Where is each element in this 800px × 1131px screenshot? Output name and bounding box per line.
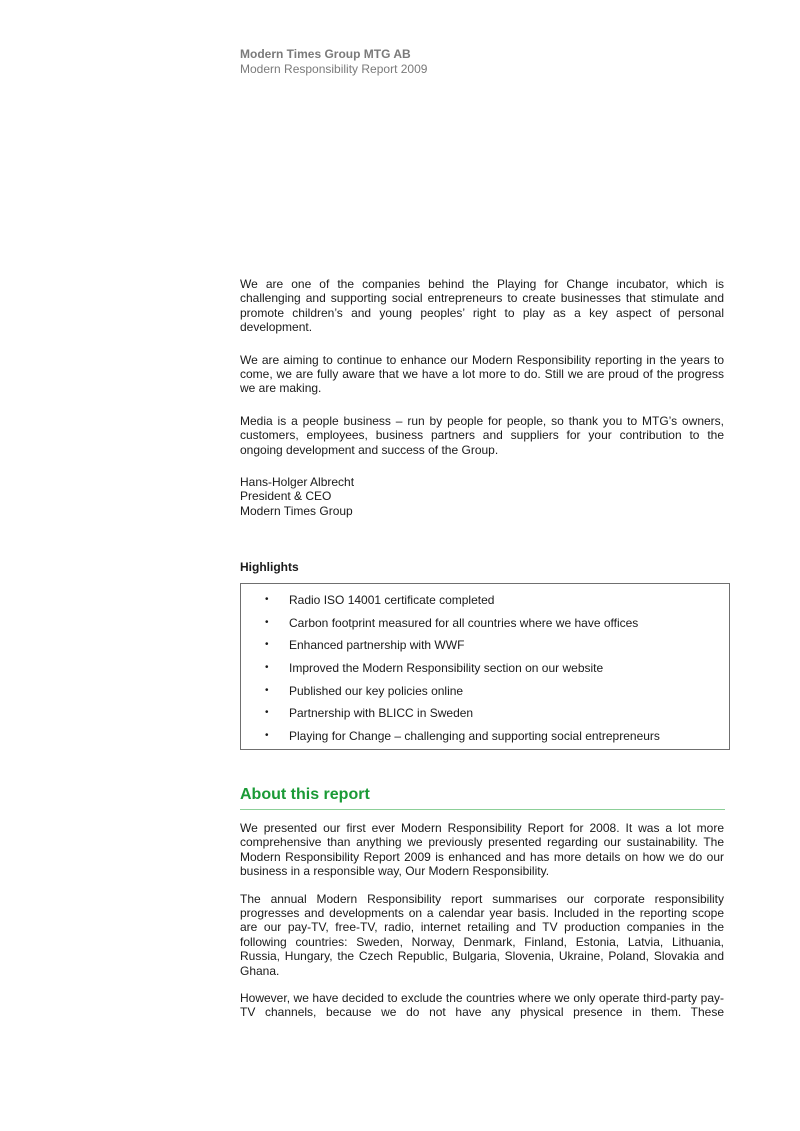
bullet-icon: • bbox=[265, 594, 269, 605]
highlights-box bbox=[240, 583, 730, 750]
letter-paragraph: We are aiming to continue to enhance our Modern Responsibility reporting in the years to come, we are fully aware that we have a lot more to do. Still we are proud of the progress we are making. bbox=[240, 352, 724, 396]
highlight-text: Carbon footprint measured for all countries where we have offices bbox=[289, 615, 639, 630]
letter-paragraph: Media is a people business – run by people for people, so thank you to MTG’s owners, customers, employees, business partners and suppliers for your contribution to the ongoing development and success of the Group. bbox=[240, 413, 724, 457]
highlight-text: Published our key policies online bbox=[289, 683, 464, 698]
highlight-item bbox=[241, 615, 729, 638]
bullet-icon: • bbox=[265, 684, 269, 696]
about-section bbox=[240, 821, 724, 1033]
highlight-text: Enhanced partnership with WWF bbox=[289, 638, 465, 653]
highlight-item bbox=[241, 683, 729, 706]
highlights-list bbox=[241, 592, 729, 751]
highlight-text: Improved the Modern Responsibility section on our website bbox=[289, 661, 604, 676]
highlight-text: Radio ISO 14001 certificate completed bbox=[289, 593, 495, 607]
signatory-name: Hans-Holger Albrecht bbox=[240, 475, 355, 490]
highlight-text: Partnership with BLICC in Sweden bbox=[289, 706, 474, 721]
highlight-item bbox=[241, 660, 729, 683]
page-header bbox=[240, 47, 427, 77]
signatory-organization: Modern Times Group bbox=[240, 503, 353, 518]
highlight-text: Playing for Change – challenging and supporting social entrepreneurs bbox=[289, 729, 660, 744]
about-heading: About this report bbox=[240, 786, 370, 803]
letter-paragraph: We are one of the companies behind the Playing for Change incubator, which is challenging and supporting social entrepreneurs to create businesses that stimulate and promote children’s and young peoples’ right to play as a key aspect of personal development. bbox=[240, 277, 724, 335]
signatory-title: President & CEO bbox=[240, 489, 332, 504]
highlight-item bbox=[241, 637, 729, 660]
about-paragraph: The annual Modern Responsibility report summarises our corporate responsibility progresses and developments on a calendar year basis. Included in the reporting scope are our pay-TV, free-TV, radio, internet retailing and TV production companies in the following countries: Sweden, Norway, Denmark, Finland, Estonia, Latvia, Lithuania, Russia, Hungary, the Czech Republic, Bulgaria, Slovenia, Ukraine, Poland, Slovakia and Ghana. bbox=[240, 891, 724, 978]
bullet-icon: • bbox=[265, 707, 269, 719]
highlight-item bbox=[241, 592, 729, 615]
highlight-item bbox=[241, 728, 729, 751]
signature-block bbox=[240, 475, 724, 518]
bullet-icon: • bbox=[265, 639, 269, 651]
bullet-icon: • bbox=[265, 662, 269, 674]
company-name: Modern Times Group MTG AB bbox=[240, 47, 411, 61]
bullet-icon: • bbox=[265, 616, 269, 628]
about-paragraph: However, we have decided to exclude the countries where we only operate third-party pay-TV channels, because we do not have any physical presence in them. These bbox=[240, 991, 724, 1020]
about-divider bbox=[240, 809, 725, 810]
bullet-icon: • bbox=[265, 730, 269, 742]
highlight-item bbox=[241, 705, 729, 728]
ceo-letter bbox=[240, 277, 724, 518]
report-title: Modern Responsibility Report 2009 bbox=[240, 62, 428, 76]
about-paragraph: We presented our first ever Modern Responsibility Report for 2008. It was a lot more comprehensive than anything we previously presented regarding our sustainability. The Modern Responsibility Report 2009 is enhanced and has more details on how we do our business in a responsible way, Our Modern Responsibility. bbox=[240, 821, 724, 879]
highlights-title: Highlights bbox=[240, 560, 299, 574]
